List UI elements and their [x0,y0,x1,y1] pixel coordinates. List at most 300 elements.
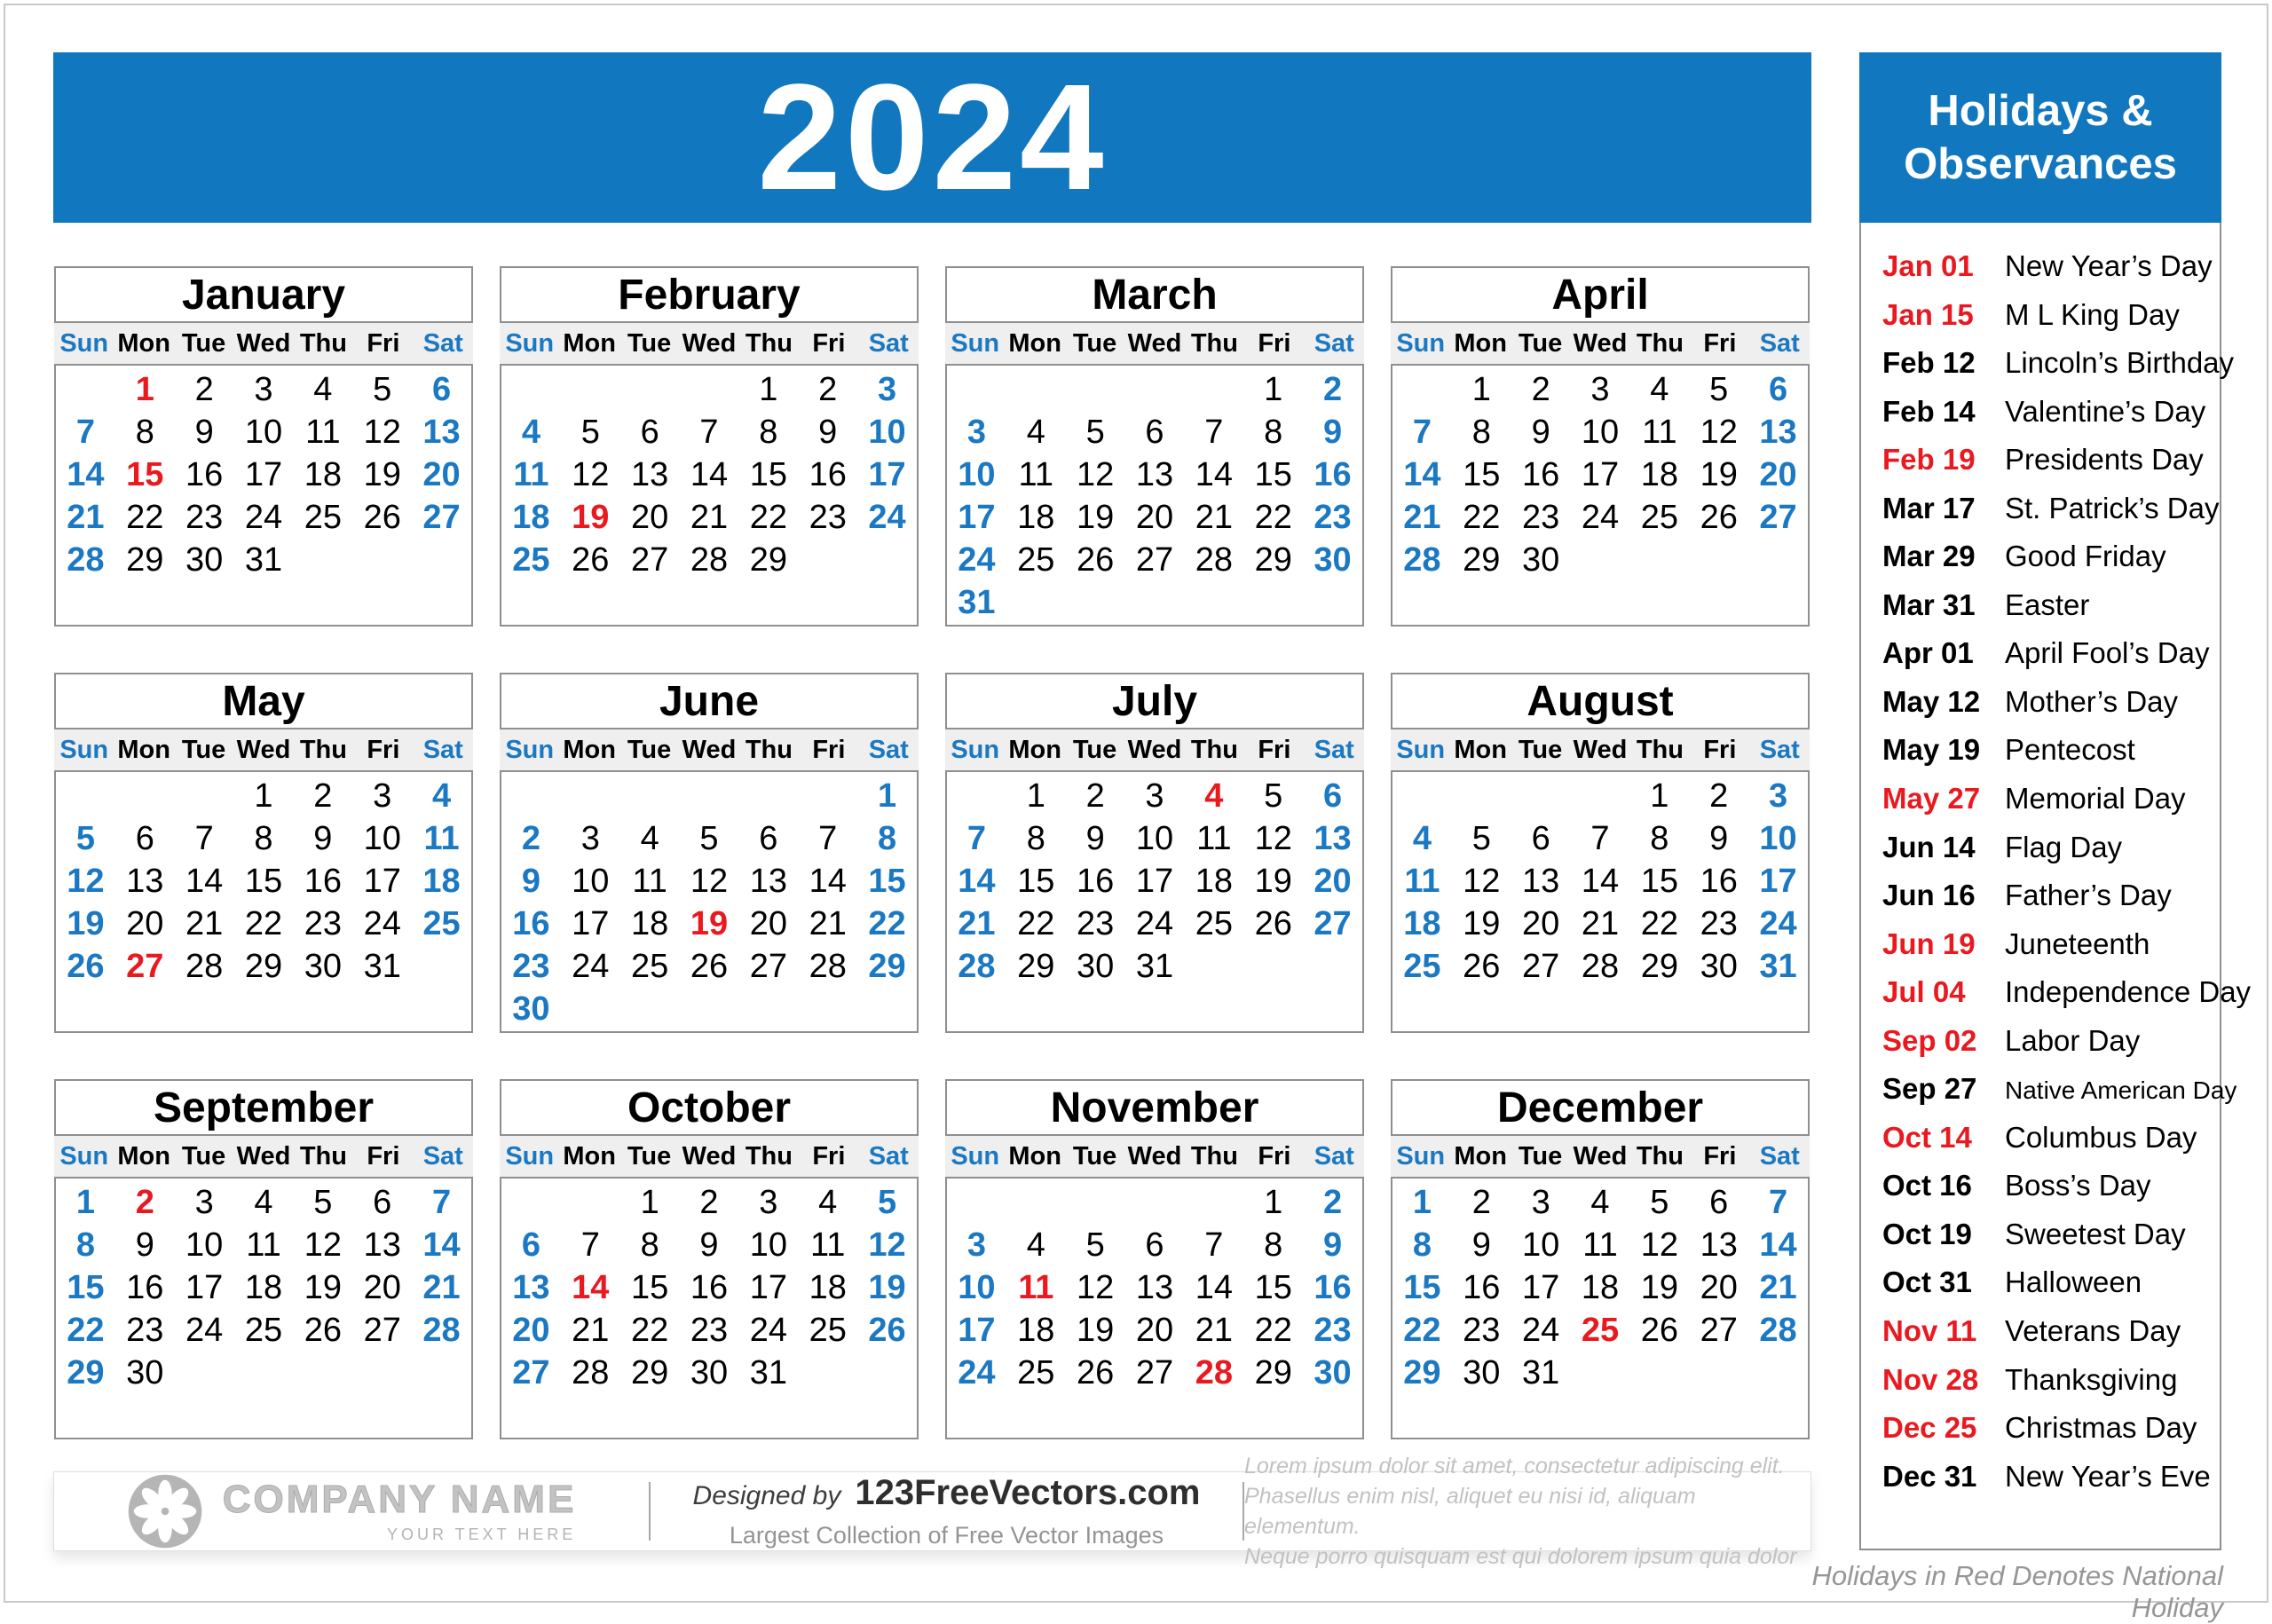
day-cell: 3 [1590,371,1610,408]
day-cell: 25 [304,499,342,536]
day-cell: 19 [363,456,401,493]
weekday-label: Mon [563,328,616,358]
holiday-date: Jun 19 [1882,926,1976,960]
holiday-date: Jun 14 [1882,830,1976,863]
month-october [500,1079,919,1439]
day-cell: 2 [1471,1184,1491,1221]
day-cell: 21 [572,1312,610,1349]
day-cell: 7 [1204,414,1224,451]
day-cell: 5 [1264,777,1283,815]
day-cell: 22 [1254,499,1292,536]
weekday-label: Fri [367,328,400,358]
month-september [54,1079,473,1439]
weekday-label: Thu [299,1141,347,1171]
day-cell: 28 [572,1354,610,1391]
day-cell: 11 [305,414,341,451]
day-cell: 26 [67,948,105,985]
day-cell: 15 [67,1269,105,1306]
day-cell: 30 [126,1354,164,1391]
day-cell: 17 [363,863,401,900]
holiday-date: Oct 19 [1882,1217,1972,1250]
day-cell: 11 [1018,1269,1054,1306]
day-cell: 20 [126,905,164,942]
weekday-label: Fri [1703,1141,1737,1171]
day-cell: 2 [818,371,838,408]
weekday-label: Wed [1573,735,1628,764]
day-cell: 19 [1076,499,1115,536]
day-cell: 18 [1581,1269,1620,1306]
day-cell: 5 [75,820,95,857]
day-cell: 20 [363,1269,401,1306]
weekday-label: Mon [563,735,616,764]
day-cell: 12 [1463,863,1501,900]
weekday-label: Mon [1454,735,1507,764]
holiday-name: Presidents Day [2005,443,2204,477]
day-cell: 15 [868,863,906,900]
day-cell: 27 [1135,541,1174,579]
day-cell: 28 [422,1312,461,1349]
day-cell: 10 [958,1269,996,1306]
day-cell: 26 [1463,948,1501,985]
day-cell: 12 [67,863,105,900]
day-cell: 19 [868,1269,906,1306]
holiday-name: Native American Day [2005,1076,2237,1105]
day-cell: 27 [1759,499,1797,536]
day-cell: 22 [1017,905,1055,942]
month-title: March [945,266,1364,323]
day-cell: 31 [1759,948,1797,985]
day-cell: 16 [304,863,342,900]
weekday-label: Wed [236,1141,291,1171]
day-cell: 4 [1026,1226,1045,1264]
footer-bar [53,1454,1811,1569]
day-cell: 10 [1759,820,1797,857]
month-january [54,266,473,627]
day-cell: 26 [304,1312,342,1349]
day-cell: 28 [1759,1312,1797,1349]
day-cell: 8 [75,1226,95,1264]
day-grid [945,1177,1364,1439]
day-cell: 6 [1768,371,1788,408]
day-cell: 25 [809,1312,847,1349]
day-cell: 4 [640,820,659,857]
month-march [945,266,1364,627]
day-cell: 28 [809,948,847,985]
day-cell: 16 [1521,456,1560,493]
day-grid [500,770,919,1033]
day-cell: 22 [868,905,906,942]
day-cell: 3 [877,371,897,408]
day-cell: 4 [1590,1184,1610,1221]
day-cell: 17 [1759,863,1797,900]
weekday-label: Tue [1518,1141,1563,1171]
designed-by-row [693,1473,1201,1513]
weekday-label: Sun [1396,328,1446,358]
holiday-date: May 19 [1882,733,1981,767]
holiday-date: Jan 15 [1882,297,1974,331]
day-cell: 28 [185,948,224,985]
day-cell: 20 [630,499,669,536]
day-cell: 9 [521,863,540,900]
day-cell: 1 [640,1184,659,1221]
day-cell: 25 [1017,541,1055,579]
day-grid [1391,770,1810,1033]
day-cell: 15 [126,456,164,493]
holiday-item [1882,636,2211,670]
holiday-item [1882,1072,2237,1106]
day-cell: 4 [431,777,452,815]
month-november [945,1079,1364,1439]
day-cell: 18 [809,1269,847,1306]
day-cell: 28 [1581,948,1620,985]
day-cell: 13 [1314,820,1352,857]
weekday-label: Thu [1636,1141,1684,1171]
month-title: July [945,673,1364,729]
day-cell: 19 [690,905,729,942]
holiday-date: Oct 31 [1882,1265,1972,1299]
holiday-name: Memorial Day [2005,782,2186,816]
holiday-date: Feb 19 [1882,443,1976,477]
weekday-label: Mon [1008,1141,1061,1171]
day-cell: 7 [818,820,838,857]
day-cell: 9 [699,1226,719,1264]
day-cell: 23 [304,905,342,942]
day-cell: 21 [1403,499,1441,536]
holiday-date: Sep 02 [1882,1023,1977,1057]
weekday-label: Sun [951,1141,1000,1171]
weekday-label: Fri [367,735,400,764]
day-cell: 30 [304,948,342,985]
day-cell: 26 [1076,1354,1115,1391]
day-cell: 8 [254,820,273,857]
day-cell: 29 [1640,948,1678,985]
day-cell: 16 [1700,863,1738,900]
day-cell: 23 [512,948,550,985]
day-cell: 6 [431,371,452,408]
day-cell: 21 [958,905,996,942]
weekday-label: Thu [745,1141,793,1171]
weekday-label: Fri [1258,735,1291,764]
day-cell: 25 [512,541,550,579]
holiday-item [1882,1411,2211,1445]
day-cell: 6 [640,414,659,451]
day-cell: 16 [185,456,224,493]
weekday-label: Wed [1573,1141,1628,1171]
day-cell: 23 [1314,499,1352,536]
day-cell: 29 [1254,1354,1292,1391]
day-cell: 20 [749,905,787,942]
day-cell: 28 [958,948,996,985]
day-cell: 13 [422,414,461,451]
day-cell: 26 [1700,499,1738,536]
sidebar-title-line1: Holidays & [1928,87,2153,135]
day-cell: 13 [1135,456,1174,493]
day-cell: 31 [1135,948,1174,985]
day-cell: 8 [1026,820,1045,857]
brand-name: 123FreeVectors.com [855,1473,1201,1512]
months-grid [54,266,1810,1439]
holiday-name: Father’s Day [2005,879,2172,912]
day-cell: 13 [363,1226,401,1264]
holiday-item [1882,249,2211,283]
weekday-label: Sat [1759,328,1800,358]
day-cell: 27 [749,948,787,985]
day-cell: 14 [1403,456,1441,493]
weekday-label: Sat [422,735,463,764]
weekday-label: Fri [1258,1141,1291,1171]
day-cell: 20 [1314,863,1352,900]
company-name: COMPANY NAME [222,1477,577,1521]
day-cell: 7 [75,414,95,451]
lorem-line: Phasellus enim nisl, aliquet eu nisi id, aliquam elementum. [1244,1484,1696,1539]
day-cell: 10 [1581,414,1620,451]
holiday-date: Jul 04 [1882,975,1966,1009]
day-cell: 13 [630,456,669,493]
weekday-label: Wed [682,1141,737,1171]
day-cell: 26 [1640,1312,1678,1349]
day-cell: 12 [868,1226,906,1264]
weekday-header-row [945,323,1364,364]
day-cell: 18 [512,499,550,536]
day-cell: 15 [1254,456,1292,493]
month-april [1391,266,1810,627]
day-cell: 17 [244,456,283,493]
day-cell: 18 [1640,456,1678,493]
day-cell: 21 [185,905,224,942]
weekday-label: Mon [563,1141,616,1171]
holiday-name: Labor Day [2005,1023,2141,1057]
day-cell: 16 [1314,456,1352,493]
day-cell: 7 [431,1184,452,1221]
day-cell: 9 [1709,820,1729,857]
day-cell: 31 [958,584,996,621]
weekday-label: Fri [367,1141,400,1171]
holiday-item [1882,540,2211,573]
day-cell: 17 [958,1312,996,1349]
day-cell: 25 [422,905,461,942]
day-cell: 11 [1018,456,1053,493]
day-grid [945,770,1364,1033]
day-cell: 15 [630,1269,669,1306]
day-cell: 12 [1254,820,1292,857]
day-cell: 21 [1581,905,1620,942]
holiday-date: May 27 [1882,782,1981,816]
day-cell: 9 [194,414,214,451]
day-grid [500,364,919,627]
day-cell: 4 [313,371,333,408]
day-cell: 20 [512,1312,550,1349]
day-cell: 29 [1254,541,1292,579]
day-cell: 4 [1026,414,1045,451]
weekday-header-row [54,729,473,770]
day-cell: 16 [1076,863,1115,900]
day-cell: 11 [246,1226,281,1264]
day-cell: 1 [1264,1184,1283,1221]
holiday-date: Mar 17 [1882,491,1976,524]
day-cell: 23 [185,499,224,536]
day-cell: 4 [1412,820,1432,857]
day-cell: 2 [194,371,214,408]
weekday-label: Thu [299,328,347,358]
day-cell: 26 [572,541,610,579]
day-cell: 1 [1026,777,1045,815]
day-cell: 12 [1076,456,1115,493]
day-cell: 30 [1700,948,1738,985]
weekday-label: Sun [1396,735,1446,764]
day-cell: 1 [1650,777,1669,815]
holiday-item [1882,298,2211,332]
day-cell: 1 [759,371,778,408]
day-cell: 15 [1254,1269,1292,1306]
day-cell: 22 [126,499,164,536]
holiday-date: Nov 11 [1882,1314,1977,1348]
day-cell: 25 [1640,499,1678,536]
day-cell: 29 [1463,541,1501,579]
holiday-list [1861,223,2252,1517]
day-cell: 3 [966,1226,986,1264]
holiday-date: Feb 12 [1882,346,1976,380]
month-august [1391,673,1810,1033]
weekday-label: Thu [745,328,793,358]
weekday-label: Sun [59,328,109,358]
holiday-item [1882,491,2220,525]
holiday-name: New Year’s Eve [2005,1459,2211,1493]
holiday-name: April Fool’s Day [2005,636,2210,670]
weekday-label: Thu [1190,735,1238,764]
weekday-label: Wed [682,735,737,764]
day-cell: 2 [699,1184,719,1221]
day-cell: 24 [572,948,610,985]
day-cell: 4 [521,414,540,451]
day-cell: 7 [966,820,986,857]
day-cell: 29 [749,541,787,579]
day-cell: 19 [1700,456,1738,493]
day-cell: 31 [244,541,283,579]
day-cell: 10 [868,414,906,451]
day-cell: 18 [1017,1312,1055,1349]
day-cell: 10 [1521,1226,1560,1264]
day-cell: 4 [1650,371,1669,408]
holiday-item [1882,1218,2211,1251]
day-cell: 18 [1403,905,1441,942]
day-cell: 27 [1521,948,1560,985]
day-cell: 24 [244,499,283,536]
day-cell: 20 [1135,1312,1174,1349]
weekday-label: Sat [1759,735,1800,764]
holiday-item [1882,346,2235,380]
month-title: April [1391,266,1810,323]
day-cell: 12 [304,1226,342,1264]
day-cell: 18 [1017,499,1055,536]
day-cell: 24 [958,541,996,579]
day-cell: 9 [1085,820,1105,857]
day-cell: 19 [1076,1312,1115,1349]
day-cell: 21 [809,905,847,942]
day-cell: 2 [1709,777,1729,815]
day-cell: 21 [1759,1269,1797,1306]
holiday-date: Jun 16 [1882,879,1976,912]
day-cell: 26 [363,499,401,536]
day-cell: 19 [1463,905,1501,942]
holiday-item [1882,1121,2211,1155]
day-cell: 13 [126,863,164,900]
day-grid [1391,364,1810,627]
day-cell: 24 [958,1354,996,1391]
weekday-label: Wed [1573,328,1628,358]
holiday-name: Flag Day [2005,830,2123,863]
day-cell: 6 [373,1184,392,1221]
day-cell: 24 [1521,1312,1560,1349]
day-cell: 6 [1322,777,1343,815]
day-cell: 23 [1700,905,1738,942]
day-cell: 2 [135,1184,154,1221]
day-cell: 3 [254,371,273,408]
month-july [945,673,1364,1033]
day-cell: 21 [67,499,105,536]
weekday-header-row [945,1136,1364,1177]
holiday-date: Dec 31 [1882,1459,1977,1493]
weekday-label: Sat [1314,735,1354,764]
month-title: August [1391,673,1810,729]
day-cell: 14 [1195,1269,1233,1306]
day-cell: 5 [313,1184,333,1221]
day-cell: 7 [1590,820,1610,857]
day-cell: 17 [1521,1269,1560,1306]
weekday-label: Thu [745,735,793,764]
day-cell: 11 [1582,1226,1618,1264]
day-cell: 3 [1531,1184,1550,1221]
weekday-label: Sat [422,1141,463,1171]
day-cell: 26 [1254,905,1292,942]
footer-lorem-section [1244,1454,1810,1569]
weekday-label: Fri [812,735,846,764]
day-cell: 22 [1640,905,1678,942]
day-cell: 28 [1195,1354,1233,1391]
day-cell: 22 [244,905,283,942]
holiday-date: Oct 14 [1882,1120,1972,1154]
day-grid [54,364,473,627]
day-cell: 2 [1322,1184,1343,1221]
weekday-label: Thu [1636,328,1684,358]
weekday-label: Fri [812,1141,846,1171]
weekday-label: Sat [868,1141,909,1171]
day-cell: 21 [690,499,729,536]
day-cell: 14 [572,1269,610,1306]
day-cell: 7 [1768,1184,1788,1221]
weekday-label: Sun [951,328,1000,358]
month-title: June [500,673,919,729]
weekday-label: Tue [1518,735,1563,764]
day-cell: 11 [632,863,667,900]
day-cell: 17 [572,905,610,942]
weekday-label: Mon [1454,328,1507,358]
day-cell: 8 [877,820,897,857]
day-cell: 19 [1640,1269,1678,1306]
day-cell: 14 [422,1226,461,1264]
holiday-date: Apr 01 [1882,636,1974,670]
holiday-date: May 12 [1882,684,1981,718]
day-cell: 20 [1135,499,1174,536]
day-cell: 30 [1521,541,1560,579]
weekday-label: Wed [682,328,737,358]
day-cell: 22 [630,1312,669,1349]
day-cell: 27 [1700,1312,1738,1349]
day-cell: 29 [244,948,283,985]
day-cell: 12 [690,863,729,900]
weekday-label: Sun [505,735,555,764]
day-cell: 1 [1471,371,1491,408]
day-cell: 13 [1700,1226,1738,1264]
